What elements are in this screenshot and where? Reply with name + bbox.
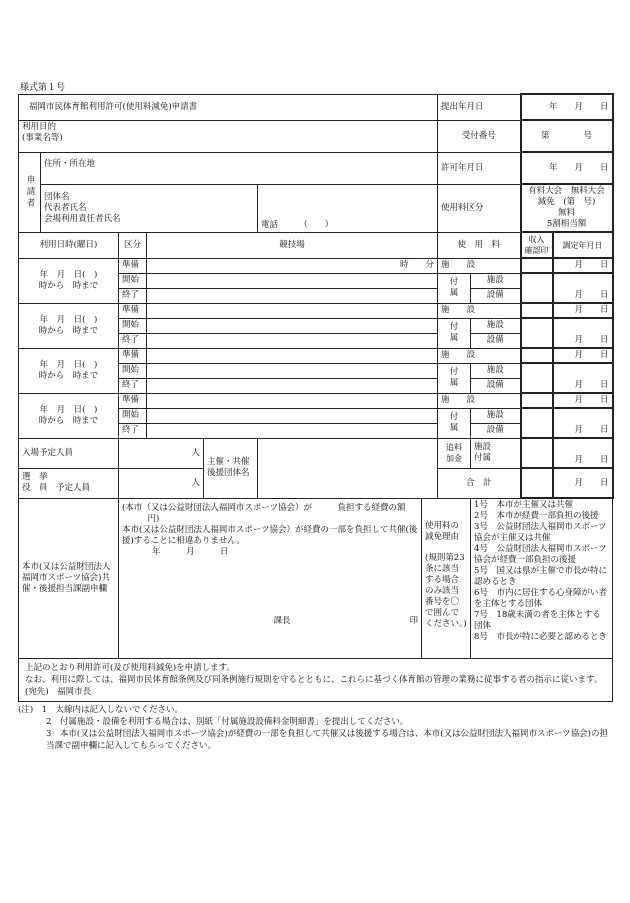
city-section-date: 年 月 日	[152, 546, 229, 557]
city-section-chief: 課長 印	[273, 615, 418, 626]
fee-attached: 付 属	[438, 363, 471, 393]
venue-cell[interactable]	[147, 333, 438, 348]
fee-facility: 施 設	[438, 348, 521, 363]
division-end: 終了	[119, 333, 147, 348]
note-item: 3 本市(又は公益財団法人福岡市スポーツ協会)が経費の一部を負担して共催又は後援する場合は、本市(又は公益財団法人福岡市スポーツ協会)の担当課で副申欄に記入してもらってください。	[46, 728, 608, 751]
division-prep: 準備	[119, 348, 147, 363]
receipt-cell[interactable]	[521, 348, 553, 363]
adjust-date-cell[interactable]: 月 日	[553, 408, 613, 438]
reason-item: 5号 国又は県が主催で市長が特に認めるとき	[474, 566, 607, 587]
reason-item: 3号 公益財団法人福岡市スポーツ協会が主催又は共催	[474, 522, 607, 543]
total-date-cell[interactable]: 月 日	[553, 468, 613, 498]
receipt-no-field[interactable]: 第 号	[521, 120, 613, 152]
division-prep: 準備	[119, 258, 147, 273]
form-number: 様式第１号	[20, 83, 66, 93]
applicant-names-field[interactable]: 団体名 代表者氏名 会場利用責任者氏名	[41, 184, 258, 232]
declaration-line: なお、利用に際しては、福岡市民体育館条例及び同条例施行規則を守るとともに、これらに基づく体育館の管理の業務に従事する者の指示に従います。	[25, 674, 603, 685]
phone-field[interactable]: 電話 （ ）	[258, 184, 438, 232]
adjust-date-cell[interactable]: 月 日	[553, 303, 613, 318]
adjust-date-cell[interactable]: 月 日	[553, 348, 613, 363]
fee-attached-equipment: 設備	[471, 333, 521, 348]
fee-attached-equipment: 設備	[471, 288, 521, 303]
receipt-cell[interactable]	[521, 318, 553, 348]
receipt-cell[interactable]	[521, 258, 553, 273]
block-date-4[interactable]: 年 月 日( ) 時から 時まで	[19, 393, 119, 438]
permit-date-field[interactable]: 年 月 日	[521, 152, 613, 184]
header-venue: 競技場	[147, 232, 438, 258]
officers-label: 選 挙 役 員 予定人員	[19, 468, 119, 498]
venue-cell[interactable]	[147, 273, 438, 288]
officers-unit[interactable]: 人	[119, 468, 204, 498]
reason-item: 7号 18歳未満の者を主体とする団体	[474, 610, 601, 631]
header-adjust-date: 調定年月日	[553, 232, 613, 258]
receipt-cell[interactable]	[521, 303, 553, 318]
address-field[interactable]: 住所・所在地	[41, 152, 438, 184]
reason-item: 6号 市内に居住する心身障がい者を主体とする団体	[474, 588, 607, 609]
fee-attached-facility: 施設	[471, 408, 521, 423]
additional-fee-label: 追料 加金	[438, 438, 471, 468]
division-start: 開始	[119, 408, 147, 423]
reason-item: 4号 公益財団法人福岡市スポーツ協会が経費一部負担の後援	[474, 544, 607, 565]
venue-cell[interactable]	[147, 288, 438, 303]
division-end: 終了	[119, 423, 147, 438]
adjust-date-cell[interactable]: 月 日	[553, 393, 613, 408]
applicant-side-label: 申請者	[19, 152, 41, 232]
fee-facility: 施 設	[438, 393, 521, 408]
adjust-date-cell[interactable]: 月 日	[553, 363, 613, 393]
reason-item: 1号 本市が主催又は共催	[474, 500, 573, 510]
division-end: 終了	[119, 378, 147, 393]
division-start: 開始	[119, 318, 147, 333]
reason-item: 2号 本市が経費一部負担の後援	[474, 511, 599, 521]
fee-attached: 付 属	[438, 318, 471, 348]
block-date-3[interactable]: 年 月 日( ) 時から 時まで	[19, 348, 119, 393]
receipt-no-label: 受付番号	[438, 120, 521, 152]
reduction-reason-cell	[422, 498, 471, 658]
division-start: 開始	[119, 273, 147, 288]
header-fee: 使 用 料	[438, 232, 521, 258]
host-group-label: 主催・共催 後援団体名	[204, 438, 258, 498]
fee-category-label: 使用料区分	[438, 184, 521, 232]
fee-attached-facility: 施設	[471, 273, 521, 288]
fee-attached: 付 属	[438, 273, 471, 303]
declaration-line: 上記のとおり利用許可(及び使用料減免)を申請します。	[25, 662, 235, 673]
venue-time[interactable]: 時 分	[147, 258, 438, 273]
fee-attached-equipment: 設備	[471, 378, 521, 393]
declaration	[19, 658, 613, 701]
reduction-reason-label: 使用料の減免理由	[425, 520, 460, 542]
receipt-cell[interactable]	[521, 438, 553, 468]
adjust-date-cell[interactable]: 月 日	[553, 273, 613, 303]
form-title: 福岡市民体育館利用許可(使用料減免)申請書	[19, 94, 438, 120]
division-prep: 準備	[119, 303, 147, 318]
venue-cell[interactable]	[147, 378, 438, 393]
venue-cell[interactable]	[147, 393, 438, 408]
declaration-recipient: (宛先) 福岡市長	[25, 686, 92, 697]
block-date-1[interactable]: 年 月 日( ) 時から 時まで	[19, 258, 119, 303]
total-label: 合 計	[438, 468, 521, 498]
note-item: 2 付属施設・設備を利用する場合は、別紙「付属施設設備料金明細書」を提出してください。	[46, 716, 409, 727]
division-prep: 準備	[119, 393, 147, 408]
submit-date-label: 提出年月日	[438, 94, 521, 120]
fee-attached-facility: 施設	[471, 318, 521, 333]
division-end: 終了	[119, 288, 147, 303]
receipt-cell[interactable]	[521, 408, 553, 438]
fee-attached: 付 属	[438, 408, 471, 438]
venue-cell[interactable]	[147, 348, 438, 363]
fee-facility: 施 設	[438, 303, 521, 318]
form-table	[18, 93, 614, 702]
venue-cell[interactable]	[147, 408, 438, 423]
reasons-list[interactable]	[471, 498, 613, 658]
division-start: 開始	[119, 363, 147, 378]
fee-facility: 施 設	[438, 258, 521, 273]
fee-category-options[interactable]: 有料大会 無料大会 減免 (第 号) 無料 5割相当額	[521, 184, 613, 232]
city-section-label: 本市(又は公益財団法人福岡市スポーツ協会)共催・後援担当課副申欄	[19, 498, 119, 658]
fee-attached-equipment: 設備	[471, 423, 521, 438]
adjust-date-cell[interactable]: 月 日	[553, 438, 613, 468]
additional-fee-items: 施設 付属	[471, 438, 521, 468]
submit-date-field[interactable]: 年 月 日	[521, 94, 613, 120]
reason-item: 8号 市長が特に必要と認めるとき	[474, 632, 607, 642]
adjust-date-cell[interactable]: 月 日	[553, 258, 613, 273]
header-receipt: 収入 確認印	[521, 232, 553, 258]
receipt-cell[interactable]	[521, 273, 553, 303]
header-date: 利用日時(曜日)	[19, 232, 119, 258]
venue-cell[interactable]	[147, 423, 438, 438]
venue-cell[interactable]	[147, 363, 438, 378]
fee-attached-facility: 施設	[471, 363, 521, 378]
note-item: (注) 1 太線内は記入しないでください。	[18, 704, 184, 715]
block-date-2[interactable]: 年 月 日( ) 時から 時まで	[19, 303, 119, 348]
purpose-field[interactable]: 利用目的 (事業名等)	[19, 120, 438, 152]
venue-cell[interactable]	[147, 303, 438, 318]
venue-cell[interactable]	[147, 318, 438, 333]
attendance-unit[interactable]: 人	[119, 438, 204, 468]
host-group-field[interactable]	[258, 438, 438, 498]
city-section-body[interactable]	[119, 498, 422, 658]
city-section-text: (本市（又は公益財団法人福岡市スポーツ協会）が 負担する経費の額 円) 本市(又は公益財団法人福岡市スポーツ協会）が経費の一部を負担して共催(後援)することに相違ありません。	[122, 502, 418, 546]
receipt-cell[interactable]	[521, 363, 553, 393]
adjust-date-cell[interactable]: 月 日	[553, 318, 613, 348]
receipt-cell[interactable]	[521, 468, 553, 498]
receipt-cell[interactable]	[521, 393, 553, 408]
application-form	[18, 93, 612, 752]
permit-date-label: 許可年月日	[438, 152, 521, 184]
header-division: 区分	[119, 232, 147, 258]
notes	[18, 704, 612, 752]
reduction-reason-note: (規則第23条に該当する場合のみ該当番号を〇で囲んでください。)	[425, 552, 467, 629]
attendance-label: 入場予定人員	[19, 438, 119, 468]
